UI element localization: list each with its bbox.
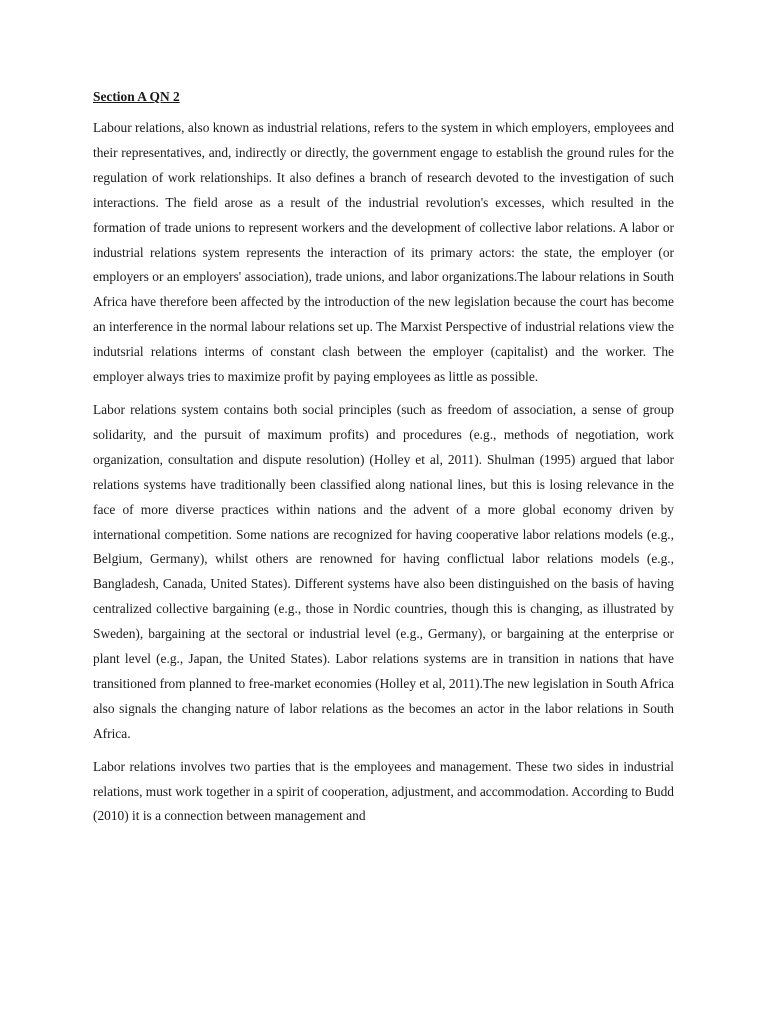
- section-heading: Section A QN 2: [93, 89, 180, 104]
- paragraph: Labour relations, also known as industrial relations, refers to the system in which employers, employees and their representatives, and, indirectly or directly, the government engage to establish the ground rules for the regulation of work relationships. It also defines a branch of research devoted to the investigation of such interactions. The field arose as a result of the industrial revolution's excesses, which resulted in the formation of trade unions to represent workers and the development of collective labor relations. A labor or industrial relations system represents the interaction of its primary actors: the state, the employer (or employers or an employers' association), trade unions, and labor organizations.The labour relations in South Africa have therefore been affected by the introduction of the new legislation because the court has become an interference in the normal labour relations set up. The Marxist Perspective of industrial relations view the indutsrial relations interms of constant clash between the employer (capitalist) and the worker. The employer always tries to maximize profit by paying employees as little as possible.: [93, 120, 674, 385]
- document-body: [93, 86, 674, 837]
- paragraph: Labor relations system contains both social principles (such as freedom of association, a sense of group solidarity, and the pursuit of maximum profits) and procedures (e.g., methods of negotiation, work organization, consultation and dispute resolution) (Holley et al, 2011). Shulman (1995) argued that labor relations systems have traditionally been classified along national lines, but this is losing relevance in the face of more diverse practices within nations and the advent of a more global economy driven by international competition. Some nations are recognized for having cooperative labor relations models (e.g., Belgium, Germany), whilst others are renowned for having conflictual labor relations models (e.g., Bangladesh, Canada, United States). Different systems have also been distinguished on the basis of having centralized collective bargaining (e.g., those in Nordic countries, though this is changing, as illustrated by Sweden), bargaining at the sectoral or industrial level (e.g., Germany), or bargaining at the enterprise or plant level (e.g., Japan, the United States). Labor relations systems are in transition in nations that have transitioned from planned to free-market economies (Holley et al, 2011).The new legislation in South Africa also signals the changing nature of labor relations as the becomes an actor in the labor relations in South Africa.: [93, 401, 674, 741]
- paragraph: Labor relations involves two parties that is the employees and management. These two sides in industrial relations, must work together in a spirit of cooperation, adjustment, and accommodation. According to Budd (2010) it is a connection between management and: [93, 758, 674, 824]
